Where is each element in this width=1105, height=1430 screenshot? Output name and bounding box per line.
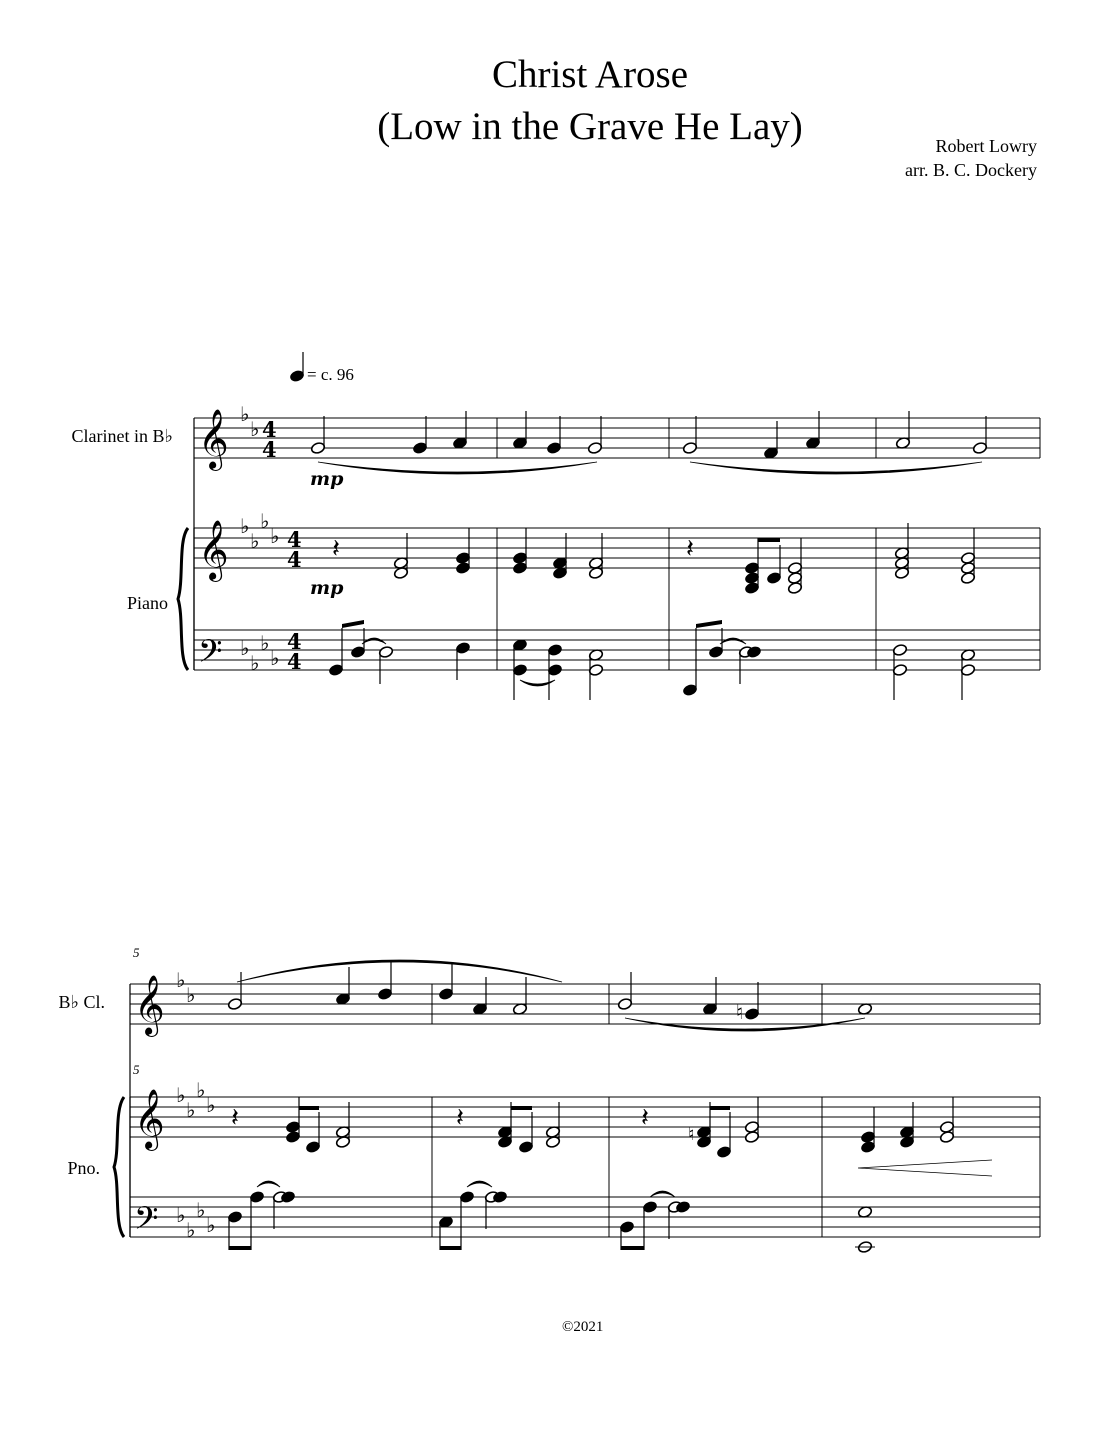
- key-flat: ♭: [196, 1078, 206, 1102]
- measure-number: 5: [133, 945, 140, 960]
- time-signature: 4: [287, 527, 302, 552]
- beam: [229, 1246, 251, 1250]
- time-signature: 4: [287, 649, 302, 674]
- key-flat: ♭: [250, 529, 260, 553]
- key-flat: ♭: [240, 402, 250, 426]
- tie: [362, 638, 386, 644]
- key-flat: ♭: [240, 636, 250, 660]
- time-signature: 4: [287, 547, 302, 572]
- piano-bass-staff-2: [130, 1197, 1040, 1237]
- beam: [440, 1246, 461, 1250]
- notehead: [512, 551, 527, 564]
- bass-clef: 𝄢: [198, 633, 223, 677]
- notehead: [546, 441, 561, 454]
- notehead: [547, 663, 562, 676]
- notehead: [892, 663, 907, 676]
- piano-bass-staff-1: [194, 630, 1040, 670]
- notehead: [377, 987, 392, 1000]
- key-flat: ♭: [260, 631, 270, 655]
- notehead: [682, 683, 697, 696]
- notehead: [960, 571, 975, 584]
- notehead: [744, 581, 759, 594]
- beam: [621, 1246, 644, 1250]
- notehead: [716, 1145, 731, 1158]
- notehead: [744, 1130, 759, 1143]
- clarinet-staff-2: [130, 984, 1040, 1024]
- notehead: [350, 645, 365, 658]
- notehead: [310, 441, 325, 454]
- beam: [511, 1106, 532, 1110]
- notehead: [512, 561, 527, 574]
- notehead: [960, 663, 975, 676]
- beam: [758, 538, 780, 542]
- notehead: [766, 571, 781, 584]
- beam: [299, 1106, 319, 1110]
- key-flat: ♭: [250, 651, 260, 675]
- notehead: [378, 645, 393, 658]
- dynamic-mp: mp: [310, 468, 344, 490]
- phrase-slur: [690, 462, 982, 474]
- tie: [257, 1181, 280, 1187]
- beam: [710, 1106, 730, 1110]
- treble-clef: 𝄞: [134, 1089, 165, 1149]
- tempo-note: [289, 369, 304, 382]
- copyright: ©2021: [562, 1319, 604, 1335]
- instrument-label-clarinet-short: B♭ Cl.: [58, 992, 105, 1012]
- quarter-rest: 𝄽: [686, 534, 694, 564]
- notehead: [860, 1140, 875, 1153]
- notehead: [892, 643, 907, 656]
- notehead: [455, 561, 470, 574]
- natural-sign: ♮: [688, 1124, 695, 1145]
- notehead: [249, 1190, 264, 1203]
- arranger: arr. B. C. Dockery: [905, 160, 1037, 180]
- notehead: [744, 561, 759, 574]
- time-signature: 4: [262, 417, 277, 442]
- beam: [696, 620, 722, 628]
- time-signature: 4: [287, 629, 302, 654]
- quarter-rest: 𝄽: [231, 1103, 239, 1133]
- key-flat: ♭: [270, 524, 280, 548]
- instrument-label-piano-short: Pno.: [67, 1158, 100, 1178]
- notehead: [227, 997, 242, 1010]
- notehead: [860, 1130, 875, 1143]
- quarter-rest: 𝄽: [332, 534, 340, 564]
- bass-clef: 𝄢: [134, 1200, 159, 1244]
- phrase-slur: [318, 462, 597, 474]
- key-flat: ♭: [186, 1098, 196, 1122]
- notehead: [972, 441, 987, 454]
- notehead: [744, 1007, 759, 1020]
- notehead: [939, 1130, 954, 1143]
- notehead: [617, 997, 632, 1010]
- quarter-rest: 𝄽: [641, 1103, 649, 1133]
- tie: [650, 1191, 675, 1197]
- crescendo-hairpin: [858, 1160, 992, 1176]
- instrument-label-clarinet: Clarinet in B♭: [71, 426, 173, 446]
- treble-clef: 𝄞: [134, 975, 165, 1035]
- key-flat: ♭: [186, 1218, 196, 1242]
- notehead: [588, 663, 603, 676]
- tie: [720, 638, 746, 644]
- title-line-1: Christ Arose: [491, 53, 689, 96]
- key-flat: ♭: [270, 646, 280, 670]
- quarter-rest: 𝄽: [456, 1103, 464, 1133]
- notehead: [518, 1140, 533, 1153]
- notehead: [305, 1140, 320, 1153]
- composer: Robert Lowry: [935, 136, 1037, 156]
- key-flat: ♭: [176, 1083, 186, 1107]
- title-line-2: (Low in the Grave He Lay): [377, 105, 803, 148]
- key-flat: ♭: [206, 1213, 216, 1237]
- key-flat: ♭: [196, 1198, 206, 1222]
- notehead: [285, 1120, 300, 1133]
- key-flat: ♭: [250, 417, 260, 441]
- notehead: [438, 987, 453, 1000]
- notehead: [547, 643, 562, 656]
- treble-clef: 𝄞: [198, 520, 229, 580]
- notehead: [587, 441, 602, 454]
- notehead: [285, 1130, 300, 1143]
- treble-clef: 𝄞: [198, 409, 229, 469]
- dynamic-mp: mp: [310, 577, 344, 599]
- key-flat: ♭: [206, 1093, 216, 1117]
- natural-sign: ♮: [736, 1000, 744, 1024]
- phrase-slur: [237, 960, 562, 982]
- notehead: [227, 1210, 242, 1223]
- notehead: [744, 571, 759, 584]
- piano-treble-staff-1: [194, 528, 1040, 568]
- notehead: [642, 1200, 657, 1213]
- key-flat: ♭: [260, 509, 270, 533]
- piano-brace: [178, 528, 188, 670]
- notehead: [412, 441, 427, 454]
- key-flat: ♭: [240, 514, 250, 538]
- notehead: [328, 663, 343, 676]
- key-flat: ♭: [176, 968, 186, 992]
- notehead: [455, 641, 470, 654]
- notehead: [619, 1220, 634, 1233]
- notehead: [512, 663, 527, 676]
- time-signature: 4: [262, 437, 277, 462]
- notehead: [455, 551, 470, 564]
- measure-number-piano: 5: [133, 1062, 140, 1077]
- tie: [467, 1181, 492, 1187]
- beam: [342, 620, 364, 628]
- tie: [520, 680, 555, 686]
- key-flat: ♭: [186, 983, 196, 1007]
- tempo-marking: = c. 96: [307, 365, 354, 384]
- piano-brace: [114, 1097, 124, 1237]
- notehead: [787, 581, 802, 594]
- notehead: [459, 1190, 474, 1203]
- instrument-label-piano: Piano: [126, 593, 168, 613]
- key-flat: ♭: [176, 1203, 186, 1227]
- notehead: [708, 645, 723, 658]
- notehead: [682, 441, 697, 454]
